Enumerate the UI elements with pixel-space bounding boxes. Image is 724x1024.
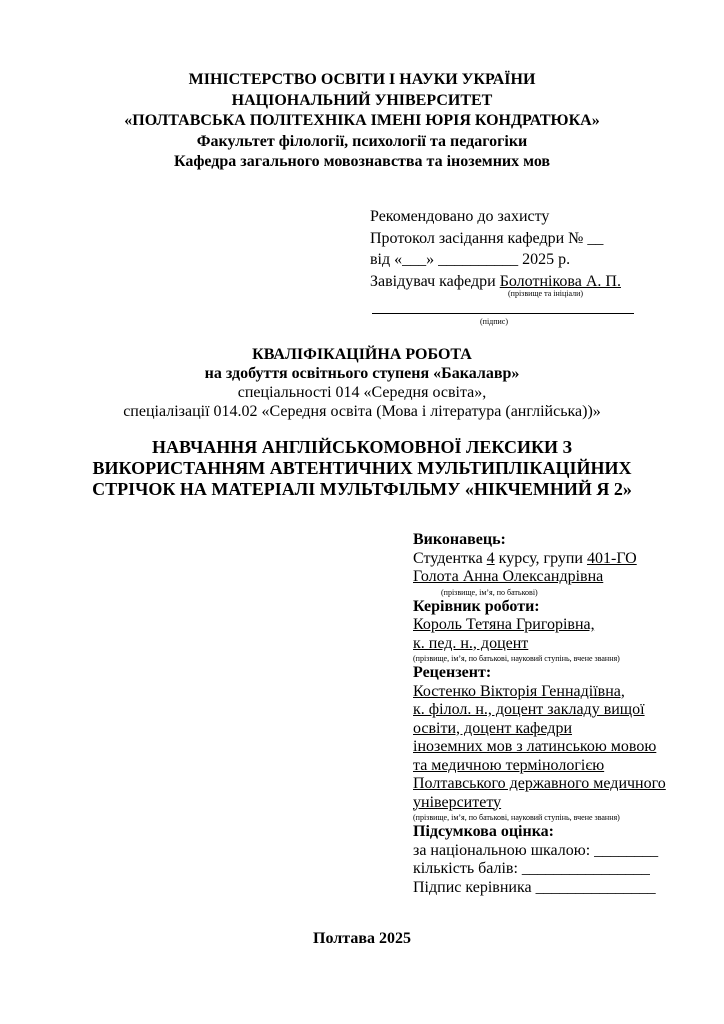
university-line: НАЦІОНАЛЬНИЙ УНІВЕРСИТЕТ xyxy=(231,91,493,109)
head-label: Завідувач кафедри xyxy=(370,272,496,290)
faculty-line: Факультет філології, психології та педагогіки xyxy=(196,132,528,150)
national-scale-line: за національною шкалою: ________ xyxy=(413,841,659,859)
name-caption: (прізвище та ініціали) xyxy=(508,289,584,298)
student-name: Голота Анна Олександрівна xyxy=(413,568,604,585)
degree-line: на здобуття освітнього ступеня «Бакалавр» xyxy=(204,365,520,382)
thesis-title-line: НАВЧАННЯ АНГЛІЙСЬКОМОВНОЇ ЛЕКСИКИ З xyxy=(151,437,573,457)
course-text: курсу, групи xyxy=(498,549,583,567)
thesis-title xyxy=(0,437,724,500)
student-prefix: Студентка xyxy=(413,549,483,567)
department-line: Кафедра загального мовознавства та іноземних мов xyxy=(173,153,551,170)
recommendation-block xyxy=(370,206,621,299)
reviewer-line: Костенко Вікторія Геннадіївна, xyxy=(413,682,625,700)
thesis-title-line: СТРІЧОК НА МАТЕРІАЛІ МУЛЬТФІЛЬМУ «НІКЧЕМНИЙ Я 2» xyxy=(92,479,632,499)
group-code: 401-ГО xyxy=(586,549,637,567)
specialty-line: спеціальності 014 «Середня освіта», xyxy=(237,384,487,401)
course-number: 4 xyxy=(486,549,495,567)
reviewer-line: іноземних мов з латинською мовою xyxy=(413,738,657,755)
signature-caption: (підпис) xyxy=(480,317,509,326)
supervisor-caption: (прізвище, ім’я, по батькові, науковий ступінь, вчене звання) xyxy=(413,654,620,663)
recommend-line: Рекомендовано до захисту xyxy=(370,208,550,225)
reviewer-line: Полтавського державного медичного xyxy=(413,775,666,792)
head-name: Болотнікова А. П. xyxy=(499,272,621,290)
ministry-line: МІНІСТЕРСТВО ОСВІТИ І НАУКИ УКРАЇНИ xyxy=(188,71,536,88)
thesis-title-line: ВИКОРИСТАННЯМ АВТЕНТИЧНИХ МУЛЬТИПЛІКАЦІЙНИХ xyxy=(92,458,632,478)
supervisor-signature-line: Підпис керівника _______________ xyxy=(413,878,656,896)
grade-label: Підсумкова оцінка: xyxy=(413,823,554,840)
supervisor-name: Король Тетяна Григорівна, xyxy=(413,616,595,633)
city-year: Полтава 2025 xyxy=(313,930,411,947)
protocol-date-line: від «___» __________ 2025 р. xyxy=(370,251,571,268)
supervisor-label: Керівник роботи: xyxy=(413,597,540,615)
reviewer-caption: (прізвище, ім’я, по батькові, науковий ступінь, вчене звання) xyxy=(413,813,620,822)
performer-label: Виконавець: xyxy=(413,531,506,548)
specialization-line: спеціалізації 014.02 «Середня освіта (Мова і література (англійська))» xyxy=(123,403,601,420)
qualification-title: КВАЛІФІКАЦІЙНА РОБОТА xyxy=(252,346,472,363)
protocol-line: Протокол засідання кафедри № __ xyxy=(370,229,604,247)
points-line: кількість балів: ________________ xyxy=(413,860,650,877)
reviewer-line: та медичною термінологією xyxy=(413,756,605,774)
reviewer-line: освіти, доцент кафедри xyxy=(413,719,573,737)
student-line xyxy=(413,550,666,569)
signature-line xyxy=(372,313,634,314)
institution-header xyxy=(0,70,724,173)
qualification-block xyxy=(0,345,724,421)
reviewer-line: к. філол. н., доцент закладу вищої xyxy=(413,701,645,718)
reviewer-line: університету xyxy=(413,793,502,811)
authors-block xyxy=(413,531,666,897)
university-name-line: «ПОЛТАВСЬКА ПОЛІТЕХНІКА ІМЕНІ ЮРІЯ КОНДРАТЮКА» xyxy=(124,112,600,129)
reviewer-label: Рецензент: xyxy=(413,664,492,681)
supervisor-degree: к. пед. н., доцент xyxy=(413,634,529,652)
student-caption: (прізвище, ім’я, по батькові) xyxy=(441,587,538,597)
head-of-department-line xyxy=(370,271,621,293)
